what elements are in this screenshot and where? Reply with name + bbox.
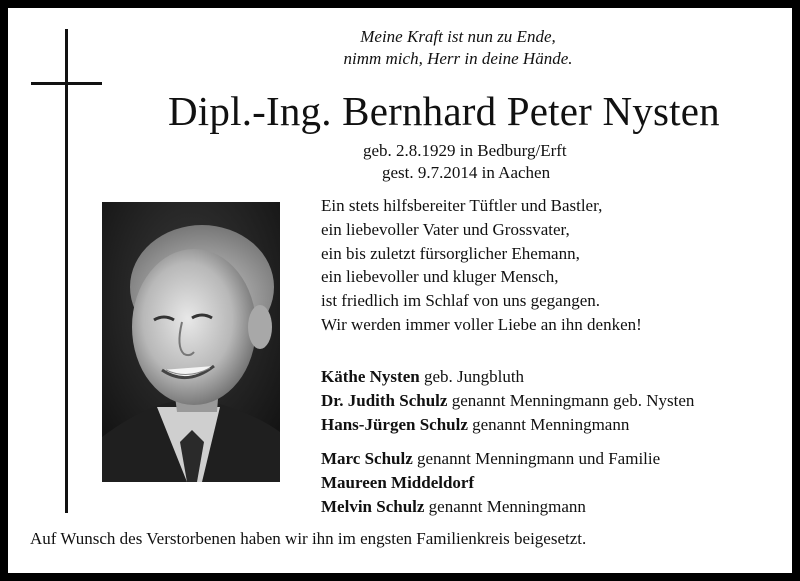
- deceased-name: Dipl.-Ing. Bernhard Peter Nysten: [168, 88, 720, 134]
- mourner-suffix: genannt Menningmann: [467, 415, 630, 434]
- portrait-photo: [102, 202, 280, 482]
- mourner-entry: [321, 447, 660, 471]
- poem-line: Ein stets hilfsbereiter Tüftler und Bastler,: [321, 196, 603, 215]
- poem-line: Wir werden immer voller Liebe an ihn denken!: [321, 314, 642, 334]
- mourners-group-1: [321, 365, 694, 437]
- mourner-entry: [321, 495, 660, 519]
- poem-line: ein liebevoller Vater und Grossvater,: [321, 219, 570, 239]
- mourner-name: Dr. Judith Schulz: [321, 391, 448, 410]
- birth-date: geb. 2.8.1929 in Bedburg/Erft: [363, 141, 567, 160]
- cross-vertical-bar: [65, 29, 68, 513]
- burial-notice: Auf Wunsch des Verstorbenen haben wir ihn im engsten Familienkreis beigesetzt.: [30, 529, 587, 548]
- mourner-name: Maureen Middeldorf: [321, 473, 475, 492]
- mourner-name: Marc Schulz: [321, 449, 413, 468]
- poem-line: ein bis zuletzt fürsorglicher Ehemann,: [321, 243, 580, 263]
- mourner-entry: [321, 471, 660, 495]
- obituary-card: [8, 8, 792, 573]
- mourner-entry: [321, 389, 694, 413]
- mourner-suffix: geb. Jungbluth: [419, 367, 525, 386]
- mourner-suffix: genannt Menningmann geb. Nysten: [447, 391, 695, 410]
- cross-horizontal-bar: [31, 82, 102, 85]
- poem-line: ein liebevoller und kluger Mensch,: [321, 267, 559, 287]
- poem-line: ist friedlich im Schlaf von uns gegangen.: [321, 291, 601, 311]
- mourner-entry: [321, 365, 694, 389]
- death-date: gest. 9.7.2014 in Aachen: [382, 163, 551, 182]
- mourner-entry: [321, 413, 694, 437]
- mourner-suffix: genannt Menningmann und Familie: [412, 449, 661, 468]
- mourner-name: Melvin Schulz: [321, 497, 425, 516]
- mourner-name: Hans-Jürgen Schulz: [321, 415, 468, 434]
- motto-line-1: Meine Kraft ist nun zu Ende,: [360, 27, 556, 46]
- portrait-image: [102, 202, 280, 482]
- mourner-name: Käthe Nysten: [321, 367, 420, 386]
- motto: [308, 26, 608, 70]
- poem: [321, 194, 642, 337]
- mourner-suffix: genannt Menningmann: [424, 497, 586, 516]
- motto-line-2: nimm mich, Herr in deine Hände.: [343, 49, 573, 68]
- mourners-group-2: [321, 447, 660, 519]
